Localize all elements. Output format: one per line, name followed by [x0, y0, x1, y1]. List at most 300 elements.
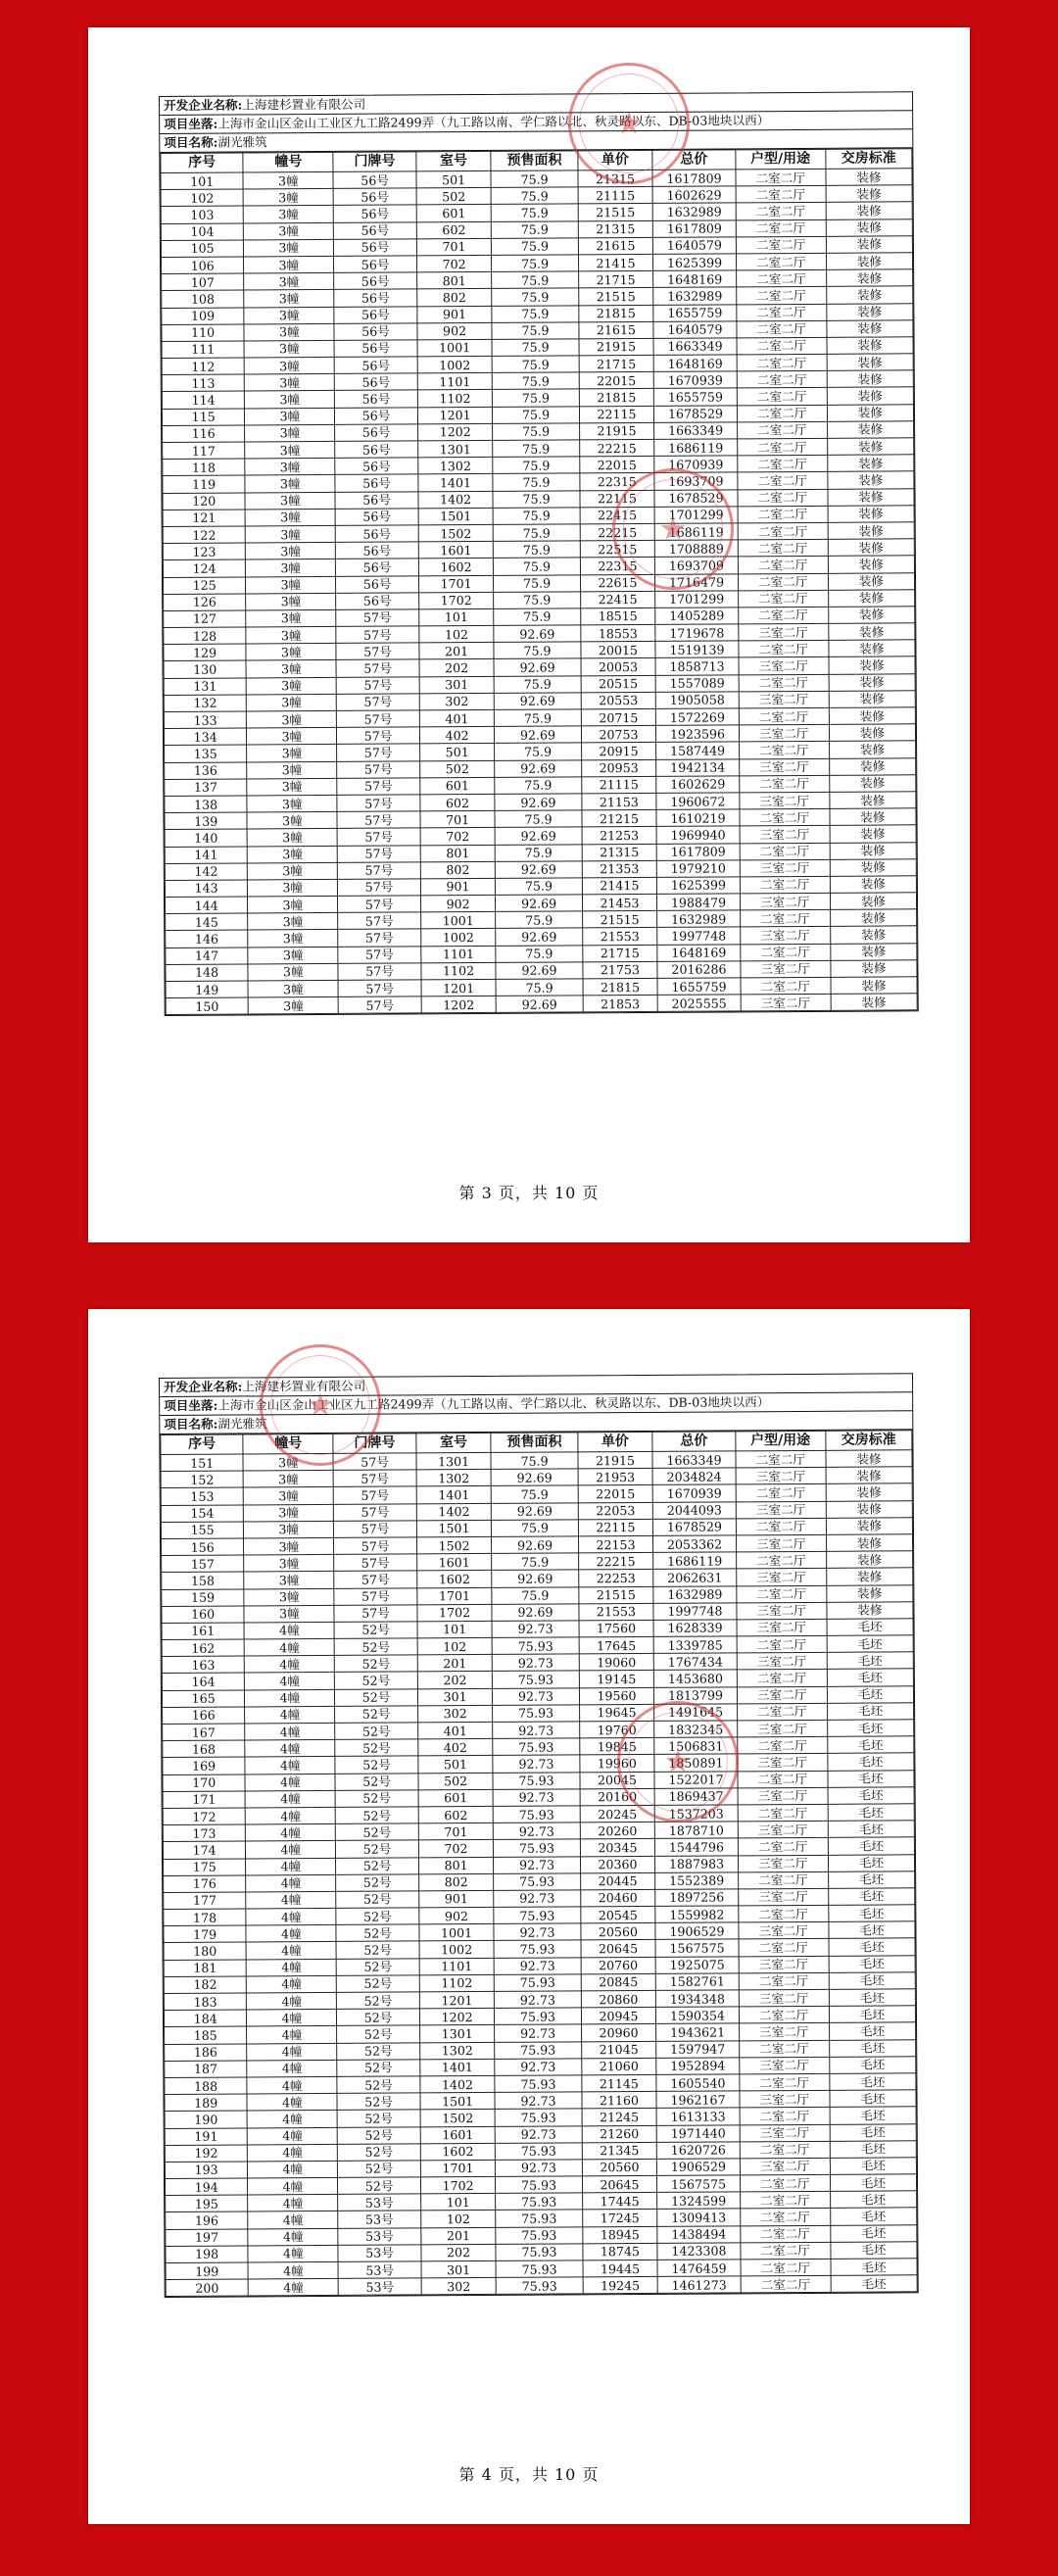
cell-door-no: 56号 — [335, 474, 417, 492]
cell-total-price: 1632989 — [653, 287, 736, 305]
cell-delivery-standard: 装修 — [826, 253, 912, 270]
cell-layout-use: 二室二厅 — [738, 506, 828, 523]
cell-total-price: 1716479 — [655, 573, 738, 591]
cell-room-no: 1502 — [416, 1536, 492, 1554]
cell-presale-area: 75.9 — [493, 457, 579, 474]
cell-presale-area: 92.73 — [495, 2059, 581, 2076]
cell-serial-no: 112 — [162, 358, 244, 375]
header-presale-area: 预售面积 — [491, 151, 577, 171]
cell-delivery-standard: 装修 — [827, 438, 913, 456]
cell-room-no: 1101 — [421, 946, 497, 963]
cell-delivery-standard: 装修 — [829, 673, 915, 691]
cell-serial-no: 186 — [165, 2044, 247, 2062]
cell-room-no: 1701 — [420, 2160, 496, 2177]
cell-room-no: 802 — [418, 1873, 494, 1891]
cell-serial-no: 142 — [165, 863, 247, 881]
cell-total-price: 1567575 — [655, 1939, 738, 1957]
cell-room-no: 1402 — [416, 1503, 492, 1521]
cell-unit-price: 22215 — [578, 1553, 653, 1571]
cell-presale-area: 75.93 — [494, 1839, 580, 1857]
cell-room-no: 1201 — [417, 407, 493, 424]
cell-layout-use: 三室二厅 — [736, 1569, 826, 1586]
cell-presale-area: 92.69 — [496, 928, 582, 946]
cell-building-no: 3幢 — [246, 559, 336, 577]
cell-serial-no: 195 — [166, 2195, 248, 2212]
cell-unit-price: 20645 — [582, 2175, 657, 2193]
cell-room-no: 1602 — [418, 559, 494, 576]
cell-room-no: 1002 — [420, 929, 496, 947]
cell-serial-no: 135 — [165, 745, 247, 762]
cell-unit-price: 22215 — [579, 439, 654, 457]
cell-serial-no: 107 — [162, 273, 244, 291]
cell-door-no: 52号 — [337, 1975, 419, 1993]
cell-door-no: 57号 — [336, 659, 418, 677]
cell-room-no: 601 — [420, 777, 496, 795]
cell-serial-no: 108 — [162, 290, 244, 308]
cell-layout-use: 二室二厅 — [736, 287, 826, 305]
cell-total-price: 1663349 — [652, 1451, 735, 1469]
cell-presale-area: 75.9 — [496, 979, 582, 996]
cell-unit-price: 19145 — [579, 1671, 654, 1688]
cell-unit-price: 20915 — [581, 743, 656, 760]
cell-building-no: 4幢 — [248, 2211, 338, 2229]
cell-serial-no: 183 — [164, 1993, 246, 2011]
cell-layout-use: 三室二厅 — [739, 691, 829, 708]
cell-presale-area: 75.9 — [493, 473, 579, 491]
header-room-no: 室号 — [416, 151, 492, 170]
cell-total-price: 1339785 — [653, 1636, 736, 1654]
cell-layout-use: 二室二厅 — [740, 2192, 830, 2210]
cell-serial-no: 137 — [165, 779, 247, 797]
cell-presale-area: 92.69 — [492, 1604, 578, 1622]
cell-total-price: 1587449 — [656, 742, 739, 759]
cell-layout-use: 三室二厅 — [737, 1686, 827, 1704]
header-unit-price: 单价 — [577, 1432, 652, 1451]
cell-building-no: 3幢 — [243, 1453, 333, 1471]
cell-layout-use: 二室二厅 — [737, 421, 827, 439]
cell-presale-area: 92.69 — [494, 625, 580, 643]
cell-presale-area: 75.93 — [494, 1873, 580, 1891]
cell-serial-no: 180 — [164, 1942, 246, 1960]
cell-unit-price: 22415 — [580, 507, 655, 524]
cell-total-price: 1663349 — [654, 422, 737, 440]
cell-unit-price: 21160 — [582, 2092, 657, 2110]
cell-building-no: 3幢 — [247, 761, 337, 779]
cell-door-no: 52号 — [335, 1723, 417, 1740]
cell-delivery-standard: 装修 — [827, 1584, 913, 1602]
cell-delivery-standard: 毛坯 — [828, 1871, 914, 1888]
cell-room-no: 501 — [419, 744, 495, 761]
cell-layout-use: 二室二厅 — [736, 1585, 826, 1603]
cell-layout-use: 三室二厅 — [738, 1787, 828, 1805]
cell-serial-no: 151 — [161, 1454, 243, 1472]
cell-serial-no: 105 — [161, 240, 243, 258]
cell-delivery-standard: 装修 — [826, 1467, 912, 1484]
cell-building-no: 3幢 — [245, 424, 335, 442]
cell-serial-no: 121 — [163, 510, 245, 527]
cell-unit-price: 20460 — [580, 1889, 655, 1907]
cell-delivery-standard: 装修 — [829, 691, 915, 708]
cell-unit-price: 21245 — [582, 2109, 657, 2126]
address-label: 项目坐落: — [164, 1397, 218, 1413]
cell-room-no: 301 — [421, 2260, 497, 2278]
cell-building-no: 4幢 — [246, 1959, 336, 1976]
cell-total-price: 1605540 — [656, 2074, 739, 2092]
cell-layout-use: 三室二厅 — [740, 792, 830, 809]
cell-layout-use: 二室二厅 — [737, 388, 827, 406]
cell-total-price: 1767434 — [654, 1653, 737, 1671]
cell-serial-no: 140 — [165, 829, 247, 847]
cell-unit-price: 21753 — [583, 961, 658, 979]
cell-total-price: 1423308 — [657, 2243, 740, 2260]
cell-unit-price: 21615 — [578, 237, 653, 255]
cell-building-no: 3幢 — [244, 1487, 334, 1505]
cell-unit-price: 19645 — [579, 1704, 654, 1722]
cell-layout-use: 三室二厅 — [740, 859, 830, 877]
cell-total-price: 1610219 — [656, 809, 739, 827]
cell-delivery-standard: 装修 — [828, 471, 914, 489]
cell-room-no: 1702 — [417, 1604, 493, 1622]
cell-door-no: 57号 — [334, 1554, 416, 1572]
cell-unit-price: 21415 — [582, 877, 657, 895]
cell-building-no: 3幢 — [247, 728, 337, 746]
cell-layout-use: 三室二厅 — [739, 657, 829, 675]
cell-total-price: 1559982 — [655, 1906, 738, 1923]
cell-presale-area: 75.93 — [496, 2109, 582, 2126]
cell-door-no: 57号 — [337, 795, 419, 812]
cell-door-no: 56号 — [336, 575, 418, 593]
cell-total-price: 1628339 — [653, 1620, 736, 1637]
cell-delivery-standard: 毛坯 — [829, 2006, 915, 2023]
address-value: 上海市金山区金山工业区九工路2499弄（九工路以南、学仁路以北、秋灵路以东、DB-03地块以西） — [217, 1394, 770, 1413]
cell-room-no: 1502 — [418, 524, 494, 542]
cell-serial-no: 150 — [166, 997, 248, 1015]
cell-room-no: 1301 — [416, 1452, 492, 1470]
cell-presale-area: 75.9 — [496, 911, 582, 929]
cell-layout-use: 二室二厅 — [737, 405, 827, 422]
cell-room-no: 1101 — [419, 1958, 495, 1975]
table-body — [161, 1450, 917, 2297]
cell-total-price: 1640579 — [653, 237, 736, 255]
cell-layout-use: 二室二厅 — [740, 2073, 830, 2091]
cell-serial-no: 199 — [166, 2262, 248, 2280]
cell-layout-use: 二室二厅 — [737, 371, 827, 389]
cell-building-no: 3幢 — [248, 947, 338, 964]
cell-door-no: 56号 — [335, 441, 417, 459]
cell-layout-use: 二室二厅 — [739, 775, 829, 793]
cell-serial-no: 136 — [165, 762, 247, 780]
cell-presale-area: 92.73 — [494, 1823, 580, 1840]
cell-serial-no: 114 — [162, 391, 244, 409]
cell-door-no: 57号 — [338, 929, 420, 947]
header-total-price: 总价 — [652, 150, 735, 170]
cell-total-price: 1701299 — [654, 507, 737, 524]
cell-room-no: 502 — [416, 188, 492, 206]
cell-door-no: 57号 — [334, 1605, 416, 1623]
cell-door-no: 56号 — [336, 559, 418, 576]
cell-layout-use: 二室二厅 — [740, 2108, 830, 2125]
cell-building-no: 3幢 — [248, 997, 338, 1015]
cell-total-price: 1632989 — [653, 203, 736, 220]
cell-unit-price: 21715 — [578, 271, 653, 289]
cell-building-no: 3幢 — [247, 812, 337, 830]
cell-presale-area: 75.9 — [492, 255, 578, 272]
header-building-no: 幢号 — [243, 1434, 333, 1454]
cell-delivery-standard: 毛坯 — [830, 2208, 916, 2225]
cell-layout-use: 二室二厅 — [740, 808, 830, 826]
cell-layout-use: 三室二厅 — [737, 1602, 827, 1620]
cell-room-no: 902 — [417, 322, 493, 340]
cell-delivery-standard: 装修 — [827, 455, 913, 472]
cell-building-no: 4幢 — [247, 2111, 337, 2128]
cell-building-no: 4幢 — [245, 1673, 335, 1690]
cell-door-no: 56号 — [335, 373, 417, 391]
cell-building-no: 4幢 — [246, 1841, 336, 1859]
cell-door-no: 57号 — [337, 727, 419, 745]
cell-total-price: 1567575 — [657, 2175, 740, 2193]
cell-total-price: 1678529 — [653, 1519, 736, 1536]
cell-serial-no: 156 — [162, 1538, 244, 1556]
cell-delivery-standard: 毛坯 — [827, 1685, 913, 1703]
cell-presale-area: 75.93 — [495, 2008, 581, 2025]
cell-total-price: 1582761 — [656, 1973, 739, 1991]
cell-presale-area: 75.93 — [494, 1940, 580, 1958]
cell-door-no: 56号 — [335, 390, 417, 408]
cell-presale-area: 75.93 — [496, 2193, 582, 2211]
cell-total-price: 1491645 — [654, 1704, 737, 1722]
cell-delivery-standard: 装修 — [826, 1483, 912, 1501]
cell-delivery-standard: 装修 — [830, 825, 916, 843]
cell-serial-no: 175 — [163, 1858, 245, 1875]
cell-presale-area: 92.73 — [495, 1991, 581, 2009]
cell-door-no: 52号 — [336, 1823, 418, 1841]
cell-presale-area: 75.9 — [494, 592, 580, 609]
cell-door-no: 52号 — [336, 1891, 418, 1909]
cell-total-price: 1670939 — [654, 456, 737, 473]
cell-total-price: 1324599 — [657, 2192, 740, 2210]
cell-presale-area: 92.73 — [494, 1890, 580, 1908]
cell-room-no: 201 — [417, 1655, 493, 1673]
cell-layout-use: 三室二厅 — [738, 623, 828, 641]
cell-room-no: 302 — [421, 2278, 497, 2296]
cell-unit-price: 22215 — [580, 523, 655, 541]
cell-presale-area: 75.9 — [492, 204, 578, 221]
cell-unit-price: 20860 — [581, 1990, 656, 2008]
cell-unit-price: 21515 — [578, 1586, 653, 1604]
cell-building-no: 3幢 — [244, 1572, 334, 1589]
cell-unit-price: 21315 — [578, 170, 653, 187]
cell-presale-area: 75.93 — [496, 2210, 582, 2227]
cell-presale-area: 75.9 — [495, 777, 581, 795]
cell-delivery-standard: 毛坯 — [830, 2090, 916, 2108]
cell-serial-no: 197 — [166, 2229, 248, 2247]
table-row — [166, 2275, 917, 2297]
cell-delivery-standard: 毛坯 — [830, 2107, 916, 2124]
cell-presale-area: 92.73 — [494, 1856, 580, 1873]
cell-door-no: 57号 — [337, 811, 419, 829]
cell-presale-area: 75.93 — [495, 2041, 581, 2059]
cell-door-no: 57号 — [337, 828, 419, 846]
cell-total-price: 1552389 — [655, 1872, 738, 1890]
cell-building-no: 4幢 — [245, 1757, 335, 1774]
cell-delivery-standard: 装修 — [826, 1551, 912, 1569]
cell-presale-area: 75.9 — [495, 743, 581, 760]
cell-serial-no: 152 — [161, 1471, 243, 1488]
cell-room-no: 1602 — [420, 2143, 496, 2161]
header-door-no: 门牌号 — [333, 1434, 415, 1454]
cell-total-price: 1701299 — [655, 591, 738, 608]
cell-serial-no: 141 — [165, 846, 247, 863]
cell-total-price: 1897256 — [655, 1889, 738, 1907]
cell-layout-use: 二室二厅 — [738, 1838, 828, 1856]
cell-layout-use: 二室二厅 — [738, 539, 828, 557]
cell-layout-use: 三室二厅 — [738, 1821, 828, 1838]
cell-building-no: 4幢 — [248, 2127, 338, 2145]
cell-room-no: 1001 — [417, 339, 493, 357]
cell-delivery-standard: 装修 — [829, 656, 915, 674]
cell-delivery-standard: 毛坯 — [828, 1787, 914, 1805]
cell-door-no: 56号 — [334, 306, 416, 323]
cell-delivery-standard: 毛坯 — [829, 1955, 915, 1972]
cell-presale-area: 92.69 — [496, 895, 582, 912]
cell-total-price: 1602629 — [656, 776, 739, 794]
cell-total-price: 1942134 — [656, 758, 739, 776]
cell-unit-price: 20945 — [581, 2008, 656, 2025]
table-body — [161, 169, 917, 1015]
cell-layout-use: 二室二厅 — [738, 522, 828, 540]
cell-delivery-standard: 装修 — [826, 202, 912, 219]
cell-delivery-standard: 装修 — [831, 994, 917, 1011]
cell-layout-use: 二室二厅 — [739, 1972, 829, 1990]
cell-presale-area: 75.9 — [493, 389, 579, 407]
cell-unit-price: 21060 — [581, 2058, 656, 2075]
cell-building-no: 4幢 — [245, 1656, 335, 1674]
cell-door-no: 57号 — [334, 1537, 416, 1555]
cell-unit-price: 22053 — [578, 1502, 653, 1520]
cell-presale-area: 75.93 — [493, 1772, 579, 1789]
cell-total-price: 1655759 — [657, 978, 740, 996]
cell-unit-price: 20960 — [581, 2024, 656, 2042]
cell-total-price: 1655759 — [653, 304, 736, 321]
cell-layout-use: 二室二厅 — [737, 438, 827, 456]
cell-unit-price: 20245 — [580, 1805, 655, 1823]
cell-serial-no: 200 — [166, 2279, 248, 2297]
cell-building-no: 4幢 — [246, 1858, 336, 1875]
cell-room-no: 1702 — [418, 592, 494, 609]
cell-door-no: 52号 — [337, 2060, 419, 2077]
cell-total-price: 1832345 — [654, 1721, 737, 1738]
cell-room-no: 1502 — [420, 2110, 496, 2127]
cell-presale-area: 92.69 — [496, 827, 582, 845]
cell-serial-no: 138 — [165, 796, 247, 813]
cell-layout-use: 二室二厅 — [740, 2225, 830, 2243]
cell-total-price: 1693709 — [655, 557, 738, 574]
cell-total-price: 1878710 — [655, 1822, 738, 1839]
cell-total-price: 1708889 — [655, 540, 738, 558]
cell-room-no: 102 — [417, 1637, 493, 1655]
cell-door-no: 56号 — [334, 272, 416, 290]
cell-serial-no: 164 — [162, 1673, 244, 1690]
cell-building-no: 3幢 — [246, 677, 336, 695]
cell-unit-price: 21415 — [578, 254, 653, 271]
cell-serial-no: 130 — [164, 660, 246, 678]
cell-unit-price: 21615 — [579, 321, 654, 339]
cell-total-price: 1597947 — [656, 2040, 739, 2058]
cell-door-no: 57号 — [336, 626, 418, 644]
cell-building-no: 3幢 — [243, 189, 333, 207]
cell-serial-no: 179 — [164, 1925, 246, 1943]
cell-unit-price: 21553 — [582, 928, 657, 946]
cell-presale-area: 75.9 — [492, 339, 578, 357]
cell-serial-no: 155 — [161, 1522, 243, 1539]
cell-presale-area: 75.93 — [493, 1738, 579, 1756]
cell-door-no: 57号 — [338, 845, 420, 862]
cell-serial-no: 181 — [164, 1960, 246, 1977]
header-serial-no: 序号 — [161, 1434, 243, 1455]
cell-room-no: 601 — [416, 205, 492, 222]
cell-delivery-standard: 装修 — [827, 337, 913, 355]
header-delivery-standard: 交房标准 — [826, 149, 912, 170]
cell-serial-no: 128 — [164, 627, 246, 645]
cell-room-no: 902 — [419, 1907, 495, 1924]
cell-room-no: 501 — [418, 1756, 494, 1774]
cell-serial-no: 132 — [164, 695, 246, 712]
cell-door-no: 52号 — [337, 1992, 419, 2010]
cell-total-price: 1997748 — [657, 927, 740, 945]
cell-building-no: 3幢 — [245, 492, 335, 510]
cell-room-no: 1402 — [418, 491, 494, 509]
cell-layout-use: 二室二厅 — [738, 573, 828, 591]
cell-delivery-standard: 装修 — [826, 1518, 912, 1535]
cell-layout-use: 二室二厅 — [736, 203, 826, 220]
cell-presale-area: 92.69 — [495, 759, 581, 777]
cell-presale-area: 75.9 — [493, 423, 579, 441]
cell-room-no: 1102 — [417, 390, 493, 408]
cell-serial-no: 116 — [163, 425, 245, 443]
cell-unit-price: 22015 — [579, 457, 654, 474]
cell-building-no: 3幢 — [247, 710, 337, 728]
cell-unit-price: 20760 — [581, 1957, 656, 1974]
cell-layout-use: 二室二厅 — [740, 2209, 830, 2226]
cell-presale-area: 75.93 — [496, 2143, 582, 2161]
cell-presale-area: 75.9 — [496, 945, 582, 962]
price-list-sheet — [159, 1373, 919, 2298]
cell-layout-use: 二室二厅 — [740, 910, 830, 928]
cell-presale-area: 75.9 — [494, 541, 580, 559]
table-row — [166, 994, 917, 1015]
cell-serial-no: 125 — [163, 576, 245, 594]
cell-serial-no: 193 — [165, 2162, 247, 2179]
cell-building-no: 3幢 — [248, 862, 338, 880]
cell-door-no: 52号 — [336, 1924, 418, 1942]
cell-door-no: 57号 — [337, 744, 419, 761]
cell-layout-use: 三室二厅 — [739, 758, 829, 776]
cell-unit-price: 21815 — [579, 389, 654, 407]
cell-total-price: 1988479 — [657, 894, 740, 911]
cell-building-no: 3幢 — [245, 374, 335, 392]
cell-door-no: 52号 — [337, 2009, 419, 2026]
cell-building-no: 4幢 — [248, 2161, 338, 2178]
header-building-no: 幢号 — [243, 152, 333, 172]
cell-total-price: 1613133 — [656, 2108, 739, 2125]
cell-presale-area: 92.73 — [493, 1688, 579, 1706]
cell-serial-no: 167 — [163, 1724, 245, 1741]
cell-door-no: 56号 — [336, 593, 418, 610]
cell-serial-no: 139 — [165, 812, 247, 830]
cell-delivery-standard: 装修 — [829, 775, 915, 793]
cell-delivery-standard: 装修 — [829, 741, 915, 758]
cell-building-no: 3幢 — [248, 980, 338, 997]
